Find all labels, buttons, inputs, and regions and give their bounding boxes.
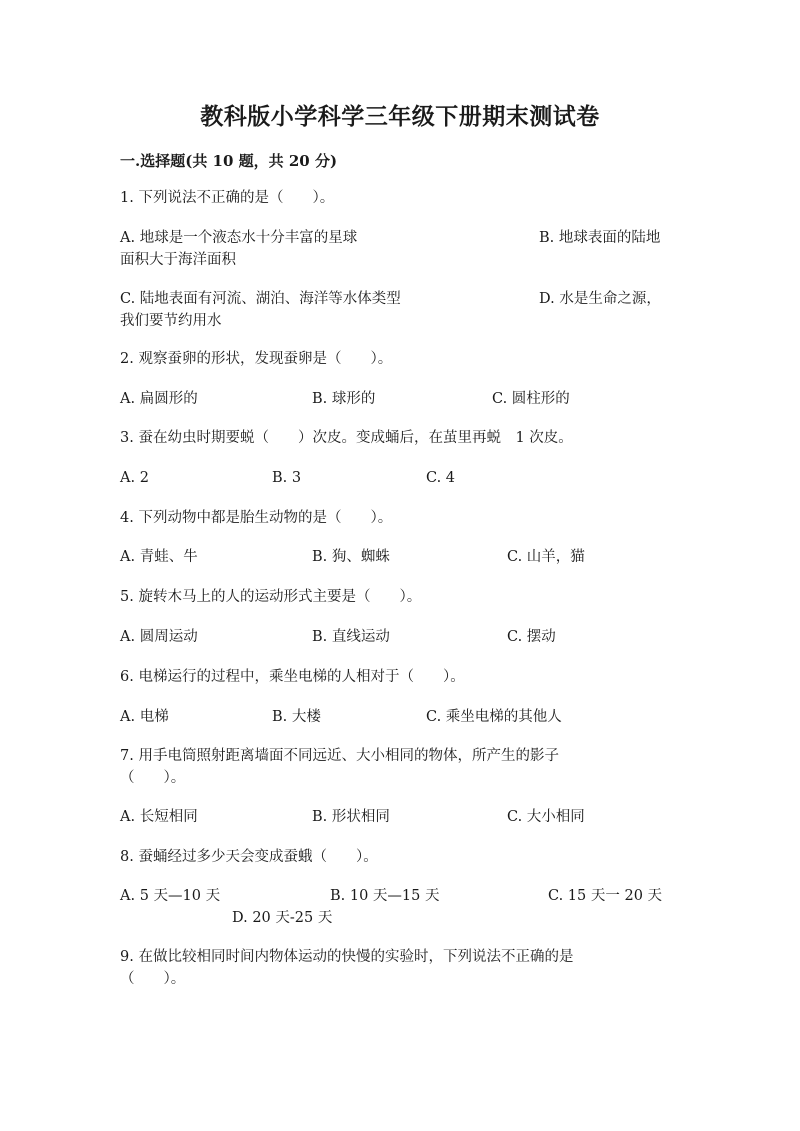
question-3-option-c[interactable]: C. 4 [426, 470, 456, 486]
question-1-option-b-cont: 面积大于海洋面积 [120, 252, 236, 268]
question-6-stem: 6. 电梯运行的过程中，乘坐电梯的人相对于（ ）。 [120, 669, 465, 685]
question-1-option-c[interactable]: C. 陆地表面有河流、湖泊、海洋等水体类型 [120, 291, 401, 307]
question-2-option-a[interactable]: A. 扁圆形的 [120, 391, 198, 407]
question-7-stem: 7. 用手电筒照射距离墙面不同远近、大小相同的物体，所产生的影子 [120, 748, 559, 764]
question-8-option-d[interactable]: D. 20 天-25 天 [232, 910, 333, 926]
question-1-option-a[interactable]: A. 地球是一个液态水十分丰富的星球 [120, 230, 358, 246]
question-4-option-c[interactable]: C. 山羊，猫 [507, 549, 585, 565]
question-7-option-a[interactable]: A. 长短相同 [120, 809, 198, 825]
question-2-option-c[interactable]: C. 圆柱形的 [492, 391, 570, 407]
question-5-stem: 5. 旋转木马上的人的运动形式主要是（ ）。 [120, 589, 422, 605]
question-9-stem: 9. 在做比较相同时间内物体运动的快慢的实验时，下列说法不正确的是 [120, 949, 574, 965]
question-2-option-b[interactable]: B. 球形的 [312, 391, 376, 407]
question-8-stem: 8. 蚕蛹经过多少天会变成蚕蛾（ ）。 [120, 849, 378, 865]
question-9-stem-cont: （ ）。 [120, 971, 186, 987]
question-4-stem: 4. 下列动物中都是胎生动物的是（ ）。 [120, 510, 393, 526]
question-8-option-c[interactable]: C. 15 天一 20 天 [548, 888, 663, 904]
question-3-option-a[interactable]: A. 2 [120, 470, 149, 486]
question-1-option-d[interactable]: D. 水是生命之源， [539, 291, 661, 307]
question-7-stem-cont: （ ）。 [120, 770, 186, 786]
section-heading: 一.选择题(共 10 题，共 20 分) [120, 152, 338, 170]
question-7-option-b[interactable]: B. 形状相同 [312, 809, 390, 825]
question-8-option-b[interactable]: B. 10 天—15 天 [330, 888, 440, 904]
question-1-stem: 1. 下列说法不正确的是（ ）。 [120, 190, 335, 206]
question-3-option-b[interactable]: B. 3 [272, 470, 302, 486]
question-1-option-b[interactable]: B. 地球表面的陆地 [539, 230, 661, 246]
question-6-option-c[interactable]: C. 乘坐电梯的其他人 [426, 709, 562, 725]
question-6-option-b[interactable]: B. 大楼 [272, 709, 321, 725]
question-3-stem: 3. 蚕在幼虫时期要蜕（ ）次皮。变成蛹后，在茧里再蜕 1 次皮。 [120, 430, 573, 446]
question-2-stem: 2. 观察蚕卵的形状，发现蚕卵是（ ）。 [120, 351, 393, 367]
question-8-option-a[interactable]: A. 5 天—10 天 [120, 888, 221, 904]
question-1-option-d-cont: 我们要节约用水 [120, 313, 222, 329]
question-5-option-a[interactable]: A. 圆周运动 [120, 629, 198, 645]
page-title: 教科版小学科学三年级下册期末测试卷 [200, 103, 600, 130]
question-5-option-c[interactable]: C. 摆动 [507, 629, 556, 645]
question-4-option-a[interactable]: A. 青蛙、牛 [120, 549, 198, 565]
question-5-option-b[interactable]: B. 直线运动 [312, 629, 390, 645]
question-6-option-a[interactable]: A. 电梯 [120, 709, 169, 725]
question-7-option-c[interactable]: C. 大小相同 [507, 809, 585, 825]
question-4-option-b[interactable]: B. 狗、蜘蛛 [312, 549, 390, 565]
